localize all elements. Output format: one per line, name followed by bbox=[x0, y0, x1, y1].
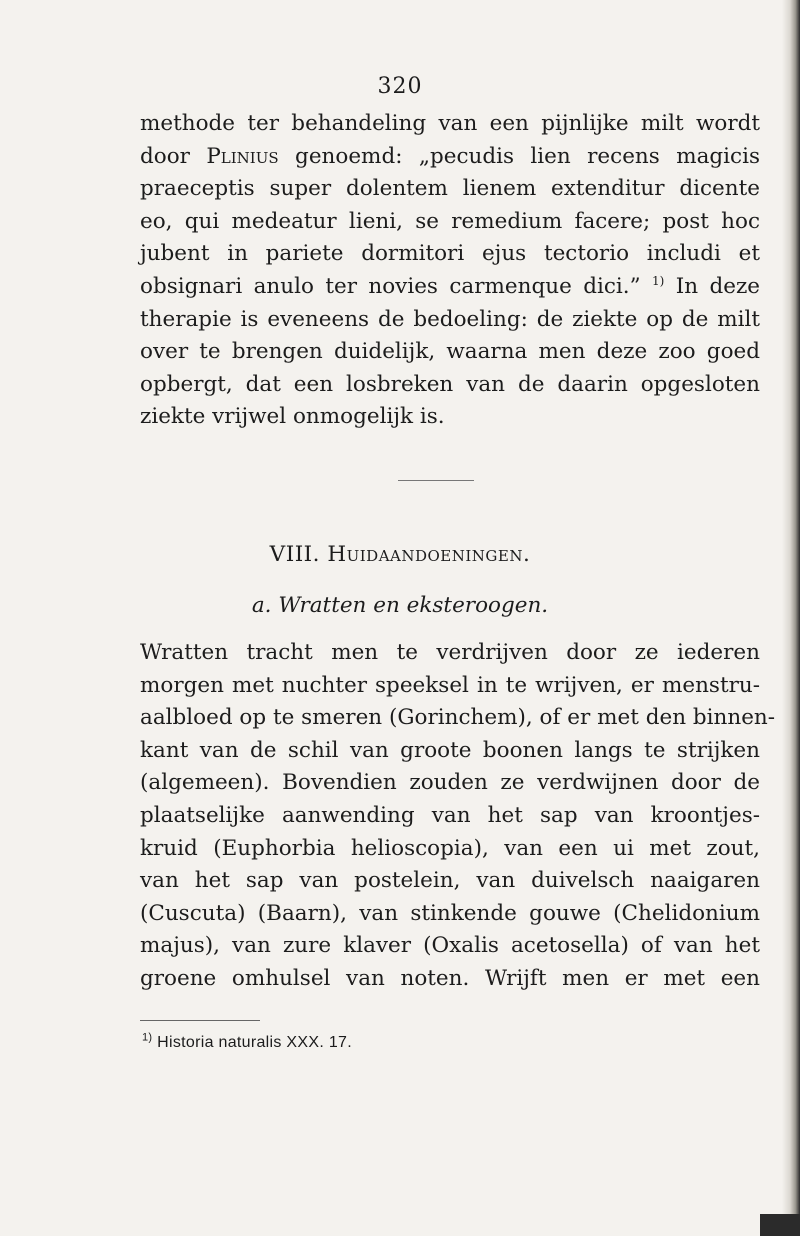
text-line: therapie is eveneens de bedoeling: de ziekte op de milt bbox=[140, 306, 760, 332]
footnote bbox=[142, 1031, 352, 1052]
text-line: majus), van zure klaver (Oxalis acetosella) of van het bbox=[140, 933, 760, 959]
section-subheading: a. Wratten en eksteroogen. bbox=[251, 593, 549, 618]
text-line: plaatselijke aanwending van het sap van kroontjes- bbox=[140, 802, 760, 828]
text-line: eo, qui medeatur lieni, se remedium facere; post hoc bbox=[140, 208, 760, 234]
footnote-reference: 1) bbox=[651, 273, 665, 288]
text-line-start: obsignari anulo ter novies carmenque dici.” bbox=[140, 273, 652, 299]
page-edge-shadow bbox=[782, 0, 800, 1236]
text-line: (algemeen). Bovendien zouden ze verdwijnen door de bbox=[140, 770, 760, 796]
footnote-rule bbox=[140, 1020, 260, 1021]
page-corner-shadow bbox=[760, 1214, 800, 1236]
page-number: 320 bbox=[377, 74, 423, 99]
text-line: aalbloed op te smeren (Gorinchem), of er met den binnen- bbox=[140, 705, 776, 731]
footnote-text: Historia naturalis XXX. 17. bbox=[152, 1034, 352, 1051]
text-line: groene omhulsel van noten. Wrijft men er met een bbox=[140, 965, 760, 991]
section-heading: VIII. Huidaandoeningen. bbox=[269, 542, 531, 567]
text-line: ziekte vrijwel onmogelijk is. bbox=[140, 404, 445, 430]
text-line-start: door bbox=[140, 143, 207, 169]
author-name-plinius: Plinius bbox=[206, 143, 279, 169]
text-line: over te brengen duidelijk, waarna men deze zoo goed bbox=[140, 339, 760, 365]
text-line: praeceptis super dolentem lienem extenditur dicente bbox=[140, 176, 760, 202]
paragraph-milt-therapy bbox=[140, 108, 760, 434]
text-line: methode ter behandeling van een pijnlijke milt wordt bbox=[140, 111, 760, 136]
text-line: van het sap van postelein, van duivelsch naaigaren bbox=[140, 868, 760, 894]
text-line: opbergt, dat een losbreken van de daarin opgesloten bbox=[140, 371, 760, 397]
text-line bbox=[140, 141, 760, 174]
text-line bbox=[140, 271, 760, 304]
text-line: morgen met nuchter speeksel in te wrijven, er menstru- bbox=[140, 672, 760, 698]
text-line-rest: genoemd: „pecudis lien recens magicis bbox=[278, 143, 760, 169]
text-line-rest: In deze bbox=[664, 273, 760, 299]
text-line: jubent in pariete dormitori ejus tectorio includi et bbox=[140, 241, 760, 267]
text-line: (Cuscuta) (Baarn), van stinkende gouwe (Chelidonium bbox=[140, 900, 760, 926]
text-line: Wratten tracht men te verdrijven door ze iederen bbox=[140, 640, 760, 665]
text-line: kruid (Euphorbia helioscopia), van een ui met zout, bbox=[140, 835, 760, 861]
text-line: kant van de schil van groote boonen langs te strijken bbox=[140, 737, 760, 763]
paragraph-wratten bbox=[140, 637, 776, 996]
section-divider bbox=[398, 480, 474, 481]
footnote-marker: 1) bbox=[142, 1031, 153, 1044]
